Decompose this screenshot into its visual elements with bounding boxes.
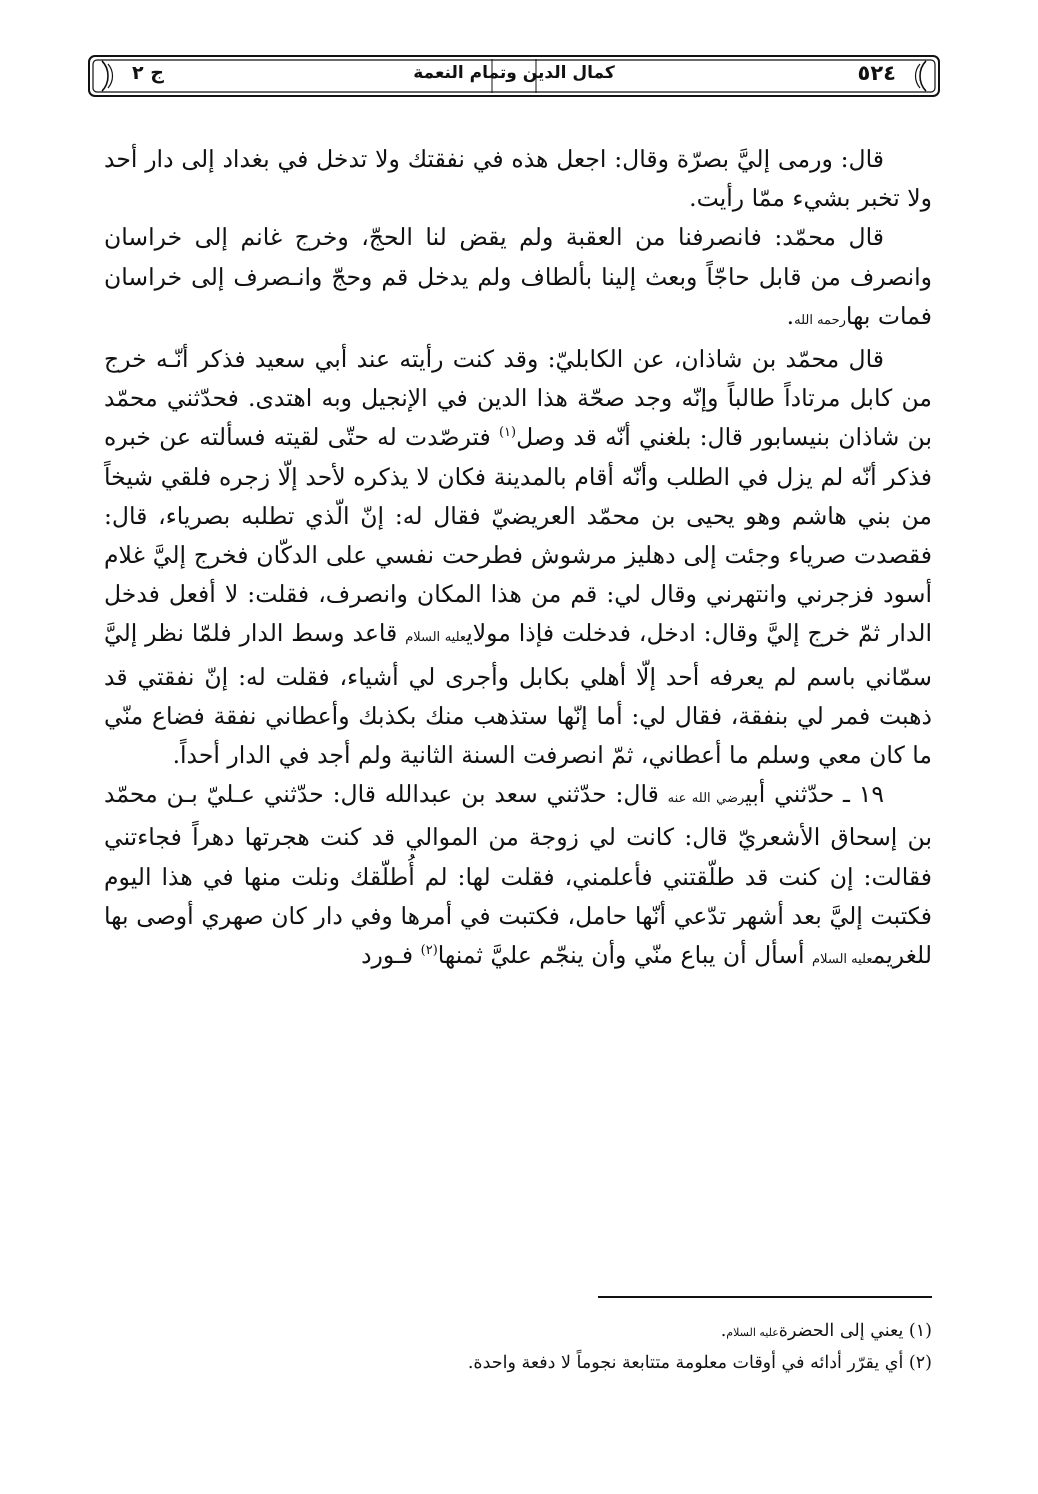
footnote-marker: (٢)	[420, 943, 438, 959]
footnote-separator	[598, 1296, 932, 1298]
honorific-glyph: عليه السلام	[405, 630, 467, 646]
running-header	[88, 55, 940, 97]
footnote: (٢) أي يقرّر أدائه في أوقات معلومة متتابعة نجوماً لا دفعة واحدة.	[467, 1353, 932, 1373]
honorific-glyph: رضي الله عنه	[667, 791, 746, 807]
paragraph: ١٩ ـ حدّثني أبيرضي الله عنه قال: حدّثني سعد بن عبدالله قال: حدّثني عـليّ بـن محمّد بن إسحاق الأشعريّ قال: كانت لي زوجة من الموالي قد كنت هجرتها دهراً فجاءتني فقالت: إن كنت قد طلّقتني فأعلمني، فقلت لها: لم أُطلّقك ونلت منها في هذا اليوم فكتبت إليَّ بعد أشهر تدّعي أنّها حامل، فكتبت في أمرها وفي دار كان صهري أوصى بها للغريمعليه السلام أسأل أن يباع منّي وأن ينجّم عليَّ ثمنها$^{(٢)}$ فـورد	[104, 780, 932, 970]
paragraph: قال محمّد بن شاذان، عن الكابليّ: وقد كنت رأيته عند أبي سعيد فذكر أنّـه خرج من كابل مرتاداً طالباً وإنّه وجد صحّة هذا الدين في الإنجيل وبه اهتدى. فحدّثني محمّد بن شاذان بنيسابور قال: بلغني أنّه قد وصل$^{(١)}$ فترصّدت له حتّى لقيته فسألته عن خبره فذكر أنّه لم يزل في الطلب وأنّه أقام بالمدينة فكان لا يذكره لأحد إلّا زجره فلقي شيخاً من بني هاشم وهو يحيى بن محمّد العريضيّ فقال له: إنّ الّذي تطلبه بصرياء، قال: فقصدت صرياء وجئت إلى دهليز مرشوش فطرحت نفسي على الدكّان فخرج إليَّ غلام أسود فزجرني وانتهرني وقال لي: قم من هذا المكان وانصرف، فقلت: لا أفعل فدخل الدار ثمّ خرج إليَّ وقال: ادخل، فدخلت فإذا مولايعليه السلام قاعد وسط الدار فلمّا نظر إليَّ سمّاني باسم لم يعرفه أحد إلّا أهلي بكابل وأجرى لي أشياء، فقلت له: إنّ نفقتي قد ذهبت فمر لي بنفقة، فقال لي: أما إنّها ستذهب منك بكذبك وأعطاني نفقة فضاع منّي ما كان معي وسلم ما أعطاني، ثمّ انصرفت السنة الثانية ولم أجد في الدار أحداً.	[104, 345, 932, 770]
footnotes	[104, 1316, 932, 1378]
paragraph: قال: ورمى إليَّ بصرّة وقال: اجعل هذه في نفقتك ولا تدخل في بغداد إلى دار أحد ولا تخبر بشيء ممّا رأيت.	[104, 145, 932, 213]
honorific-glyph: رحمه الله	[794, 312, 846, 328]
paragraph: قال محمّد: فانصرفنا من العقبة ولم يقض لنا الحجّ، وخرج غانم إلى خراسان وانصرف من قابل حاجّاً وبعث إلينا بألطاف ولم يدخل قم وحجّ وانـصرف إلى خراسان فمات بهارحمه الله.	[104, 223, 932, 330]
volume-label: ج ٢	[132, 62, 164, 84]
main-text	[104, 140, 932, 979]
honorific-glyph: عليه السلام	[812, 952, 873, 968]
footnote-marker: (١)	[498, 425, 517, 441]
book-title: كمال الدين وتمام النعمة	[413, 63, 615, 83]
footnote: (١) يعني إلى الحضرةعليه السلام.	[720, 1321, 932, 1341]
honorific-glyph: عليه السلام	[726, 1326, 779, 1339]
page-number: ٥٢٤	[857, 61, 896, 85]
